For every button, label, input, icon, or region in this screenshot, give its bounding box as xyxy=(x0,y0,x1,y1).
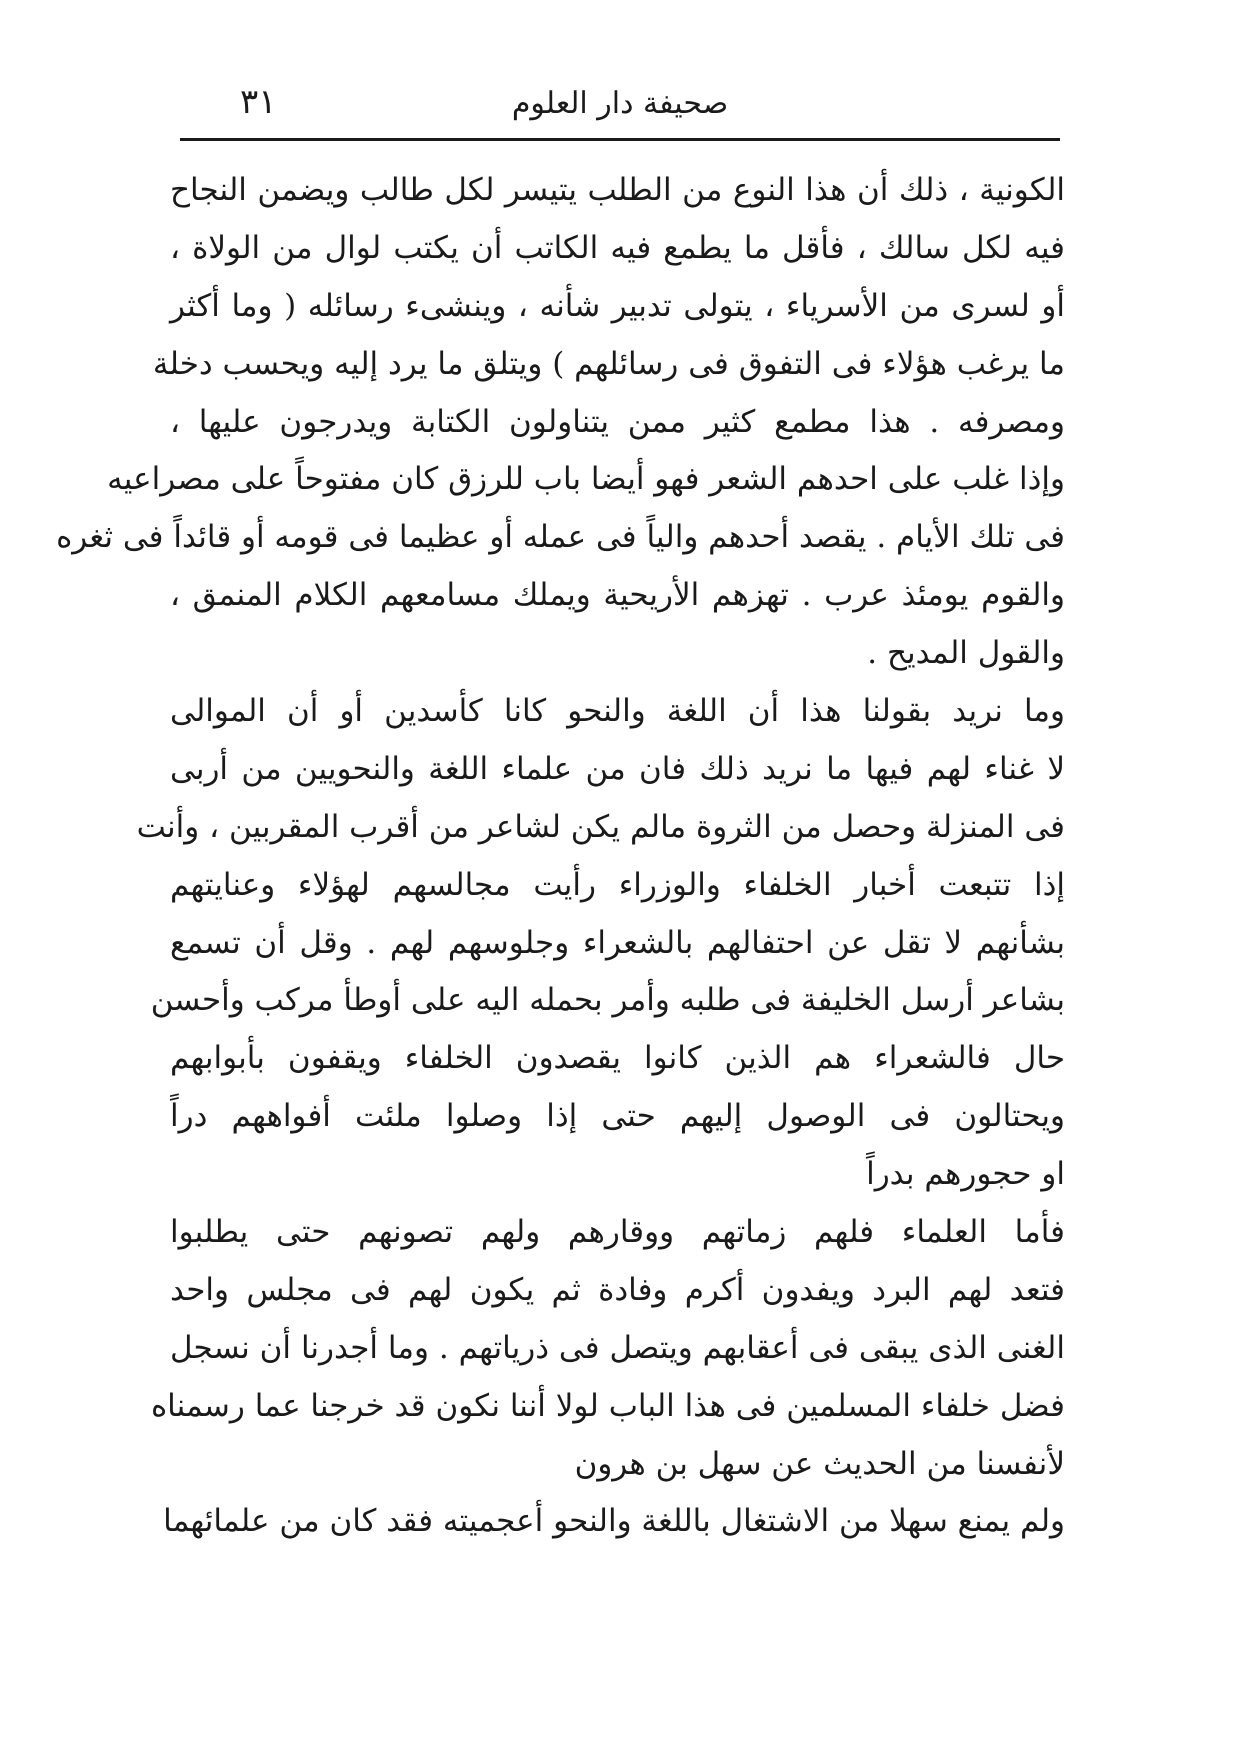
page-header xyxy=(180,78,1060,138)
text-line: والقوم يومئذ عرب . تهزهم الأريحية ويملك مسامعهم الكلام المنمق ، xyxy=(170,577,1065,614)
text-line: ولم يمنع سهلا من الاشتغال باللغة والنحو أعجميته فقد كان من علمائهما xyxy=(163,1503,1065,1540)
text-line: فأما العلماء فلهم زماتهم ووقارهم ولهم تصونهم حتى يطلبوا xyxy=(170,1214,1065,1251)
text-line: وما نريد بقولنا هذا أن اللغة والنحو كانا كأسدين أو أن الموالى xyxy=(170,693,1065,730)
text-line: بشأنهم لا تقل عن احتفالهم بالشعراء وجلوسهم لهم . وقل أن تسمع xyxy=(170,924,1065,961)
text-line: لأنفسنا من الحديث عن سهل بن هرون xyxy=(574,1445,1065,1482)
text-line: ويحتالون فى الوصول إليهم حتى إذا وصلوا ملئت أفواههم دراً xyxy=(170,1098,1065,1135)
text-line: فتعد لهم البرد ويفدون أكرم وفادة ثم يكون لهم فى مجلس واحد xyxy=(170,1271,1065,1308)
text-line: أو لسرى من الأسرياء ، يتولى تدبير شأنه ، وينشىء رسائله ( وما أكثر xyxy=(170,287,1065,324)
text-line: بشاعر أرسل الخليفة فى طلبه وأمر بحمله اليه على أوطأ مركب وأحسن xyxy=(150,982,1065,1019)
text-line: إذا تتبعت أخبار الخلفاء والوزراء رأيت مجالسهم لهؤلاء وعنايتهم xyxy=(170,866,1065,903)
body-text xyxy=(56,162,1065,1551)
text-line: ما يرغب هؤلاء فى التفوق فى رسائلهم ) ويتلق ما يرد إليه ويحسب دخلة xyxy=(152,345,1065,382)
page-number: ٣١ xyxy=(240,82,277,122)
text-line: فى تلك الأيام . يقصد أحدهم والياً فى عمله أو عظيما فى قومه أو قائداً فى ثغره xyxy=(56,519,1065,556)
text-line: فى المنزلة وحصل من الثروة مالم يكن لشاعر من أقرب المقربين ، وأنت xyxy=(136,808,1065,845)
text-line: وإذا غلب على احدهم الشعر فهو أيضا باب للرزق كان مفتوحاً على مصراعيه xyxy=(107,461,1065,498)
text-line: او حجورهم بدراً xyxy=(866,1156,1065,1193)
text-line: حال فالشعراء هم الذين كانوا يقصدون الخلفاء ويقفون بأبوابهم xyxy=(170,1040,1065,1077)
text-line: ومصرفه . هذا مطمع كثير ممن يتناولون الكتابة ويدرجون عليها ، xyxy=(170,403,1065,440)
text-line: الكونية ، ذلك أن هذا النوع من الطلب يتيسر لكل طالب ويضمن النجاح xyxy=(170,172,1065,208)
text-line: فضل خلفاء المسلمين فى هذا الباب لولا أننا نكون قد خرجنا عما رسمناه xyxy=(150,1387,1065,1424)
text-line: الغنى الذى يبقى فى أعقابهم ويتصل فى ذرياتهم . وما أجدرنا أن نسجل xyxy=(170,1329,1065,1366)
header-rule xyxy=(180,138,1060,141)
text-line: والقول المديح . xyxy=(867,635,1065,672)
running-title: صحيفة دار العلوم xyxy=(511,86,729,121)
text-line: فيه لكل سالك ، فأقل ما يطمع فيه الكاتب أن يكتب لوال من الولاة ، xyxy=(170,229,1065,266)
text-line: لا غناء لهم فيها ما نريد ذلك فان من علماء اللغة والنحويين من أربى xyxy=(170,750,1065,787)
